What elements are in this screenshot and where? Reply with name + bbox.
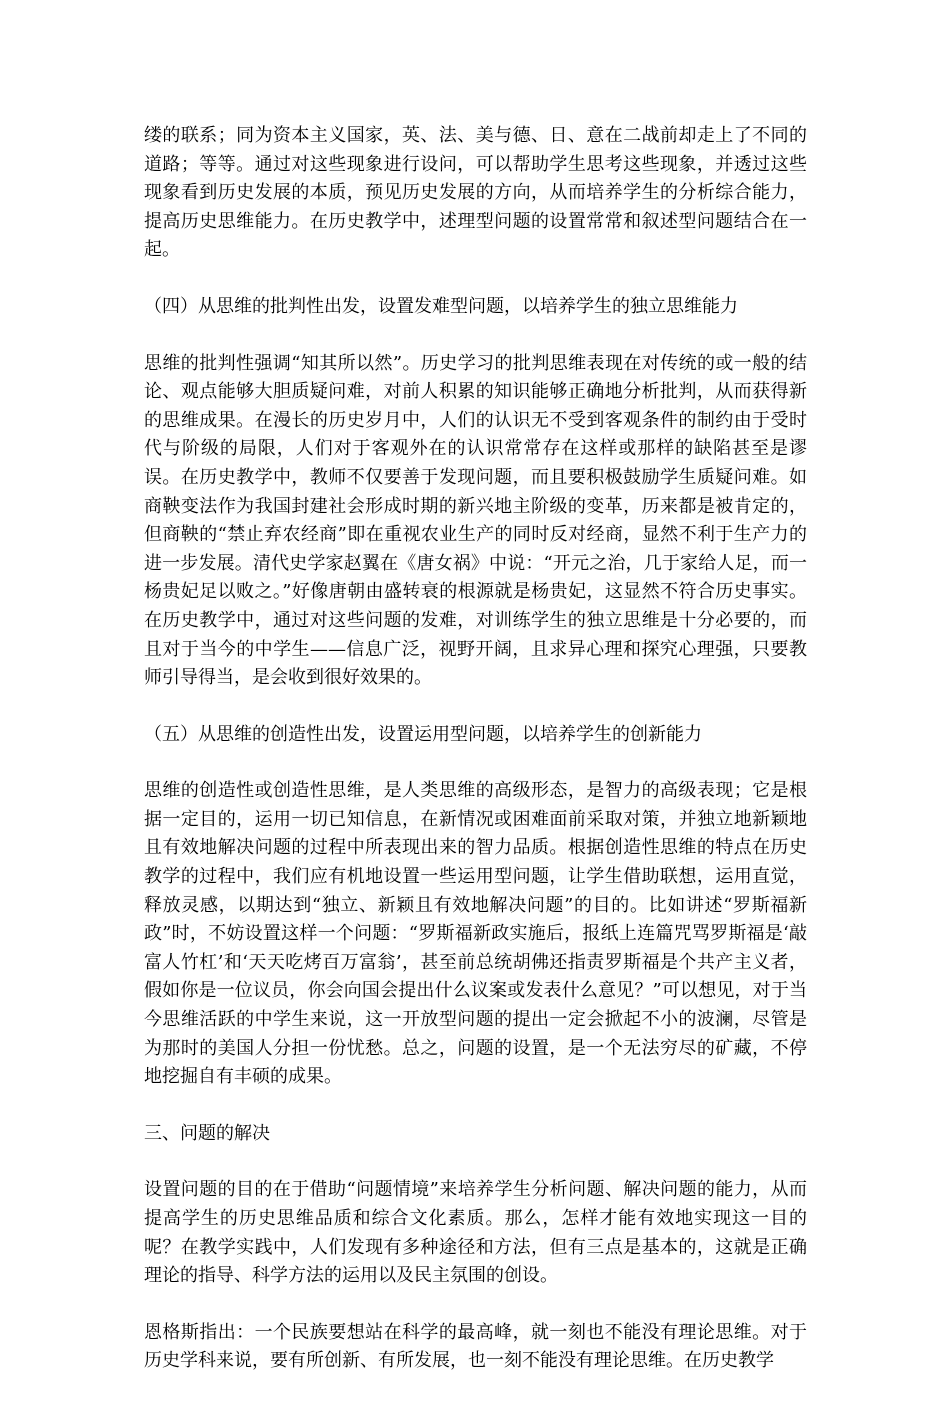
section-heading: （五）从思维的创造性出发，设置运用型问题，以培养学生的创新能力 (144, 723, 702, 745)
section-heading: 三、问题的解决 (144, 1122, 270, 1144)
section-heading: （四）从思维的批判性出发，设置发难型问题，以培养学生的独立思维能力 (144, 295, 738, 317)
body-paragraph: 缕的联系；同为资本主义国家，英、法、美与德、日、意在二战前却走上了不同的道路；等等。通过对这些现象进行设问，可以帮助学生思考这些现象，并透过这些现象看到历史发展的本质，预见历史发展的方向，从而培养学生的分析综合能力，提高历史思维能力。在历史教学中，述理型问题的设置常常和叙述型问题结合在一起。 (144, 125, 807, 261)
body-paragraph: 恩格斯指出：一个民族要想站在科学的最高峰，就一刻也不能没有理论思维。对于历史学科来说，要有所创新、有所发展，也一刻不能没有理论思维。在历史教学 (144, 1321, 807, 1372)
body-paragraph: 设置问题的目的在于借助“问题情境”来培养学生分析问题、解决问题的能力，从而提高学生的历史思维品质和综合文化素质。那么，怎样才能有效地实现这一目的呢？在教学实践中，人们发现有多种途径和方法，但有三点是基本的，这就是正确理论的指导、科学方法的运用以及民主氛围的创设。 (144, 1179, 807, 1287)
body-paragraph: 思维的创造性或创造性思维，是人类思维的高级形态，是智力的高级表现；它是根据一定目的，运用一切已知信息，在新情况或困难面前采取对策，并独立地新颖地且有效地解决问题的过程中所表现出来的智力品质。根据创造性思维的特点在历史教学的过程中，我们应有机地设置一些运用型问题，让学生借助联想，运用直觉，释放灵感，以期达到“独立、新颖且有效地解决问题”的目的。比如讲述“罗斯福新政”时，不妨设置这样一个问题：“罗斯福新政实施后，报纸上连篇咒骂罗斯福是‘敲富人竹杠’和‘天天吃烤百万富翁’，甚至前总统胡佛还指责罗斯福是个共产主义者，假如你是一位议员，你会向国会提出什么议案或发表什么意见？”可以想见，对于当今思维活跃的中学生来说，这一开放型问题的提出一定会掀起不小的波澜，尽管是为那时的美国人分担一份忧愁。总之，问题的设置，是一个无法穷尽的矿藏，不停地挖掘自有丰硕的成果。 (144, 780, 807, 1088)
document-page (144, 122, 807, 1404)
body-paragraph: 思维的批判性强调“知其所以然”。历史学习的批判思维表现在对传统的或一般的结论、观点能够大胆质疑问难，对前人积累的知识能够正确地分析批判，从而获得新的思维成果。在漫长的历史岁月中，人们的认识无不受到客观条件的制约由于受时代与阶级的局限，人们对于客观外在的认识常常存在这样或那样的缺陷甚至是谬误。在历史教学中，教师不仅要善于发现问题，而且要积极鼓励学生质疑问难。如商鞅变法作为我国封建社会形成时期的新兴地主阶级的变革，历来都是被肯定的，但商鞅的“禁止弃农经商”即在重视农业生产的同时反对经商，显然不利于生产力的进一步发展。清代史学家赵翼在《唐女祸》中说：“开元之治，几于家给人足，而一杨贵妃足以败之。”好像唐朝由盛转衰的根源就是杨贵妃，这显然不符合历史事实。在历史教学中，通过对这些问题的发难，对训练学生的独立思维是十分必要的，而且对于当今的中学生——信息广泛，视野开阔，且求异心理和探究心理强，只要教师引导得当，是会收到很好效果的。 (144, 352, 807, 689)
